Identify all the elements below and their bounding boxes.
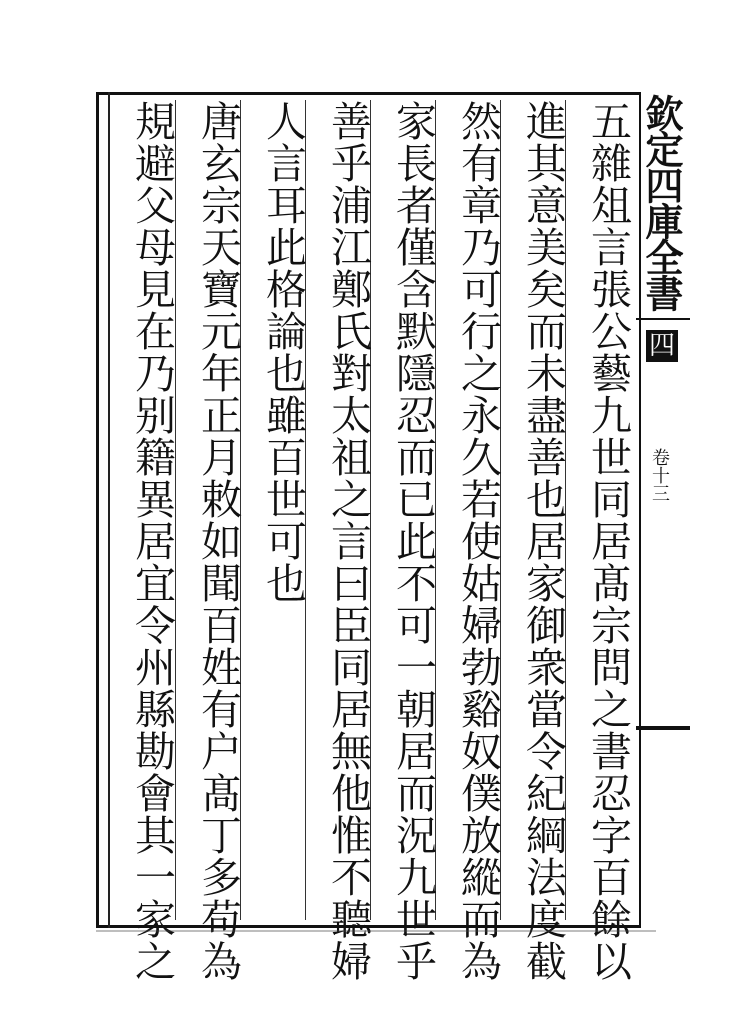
inner-border-rule <box>108 92 110 928</box>
text-column-8: 規避父母見在乃别籍異居宜令州縣勘會其一家之 <box>128 100 176 982</box>
bottom-edge <box>96 930 656 932</box>
book-title: 欽定四庫全書 <box>639 94 684 310</box>
text-column-1: 五雜俎言張公藝九世同居髙宗問之書忍字百餘以 <box>584 100 632 982</box>
text-column-4: 家長者僅含默隱忍而已此不可一朝居而況九世乎 <box>389 100 437 982</box>
text-column-5: 善乎浦江鄭氏對太祖之言曰臣同居無他惟不聽婦 <box>324 100 372 982</box>
text-column-2: 進其意美矣而未盡善也居家御衆當令紀綱法度截 <box>519 100 567 982</box>
volume-label: 卷十三 <box>649 448 670 502</box>
text-column-6: 人言耳此格論也雖百世可也 <box>259 100 307 604</box>
text-column-7: 唐玄宗天寶元年正月敕如聞百姓有户髙丁多苟為 <box>194 100 242 982</box>
section-mark: 四 <box>646 330 678 362</box>
text-column-3: 然有章乃可行之永久若使姑婦勃谿奴僕放縱而為 <box>454 100 502 982</box>
margin-rule <box>636 726 690 730</box>
margin-rule <box>636 318 690 320</box>
